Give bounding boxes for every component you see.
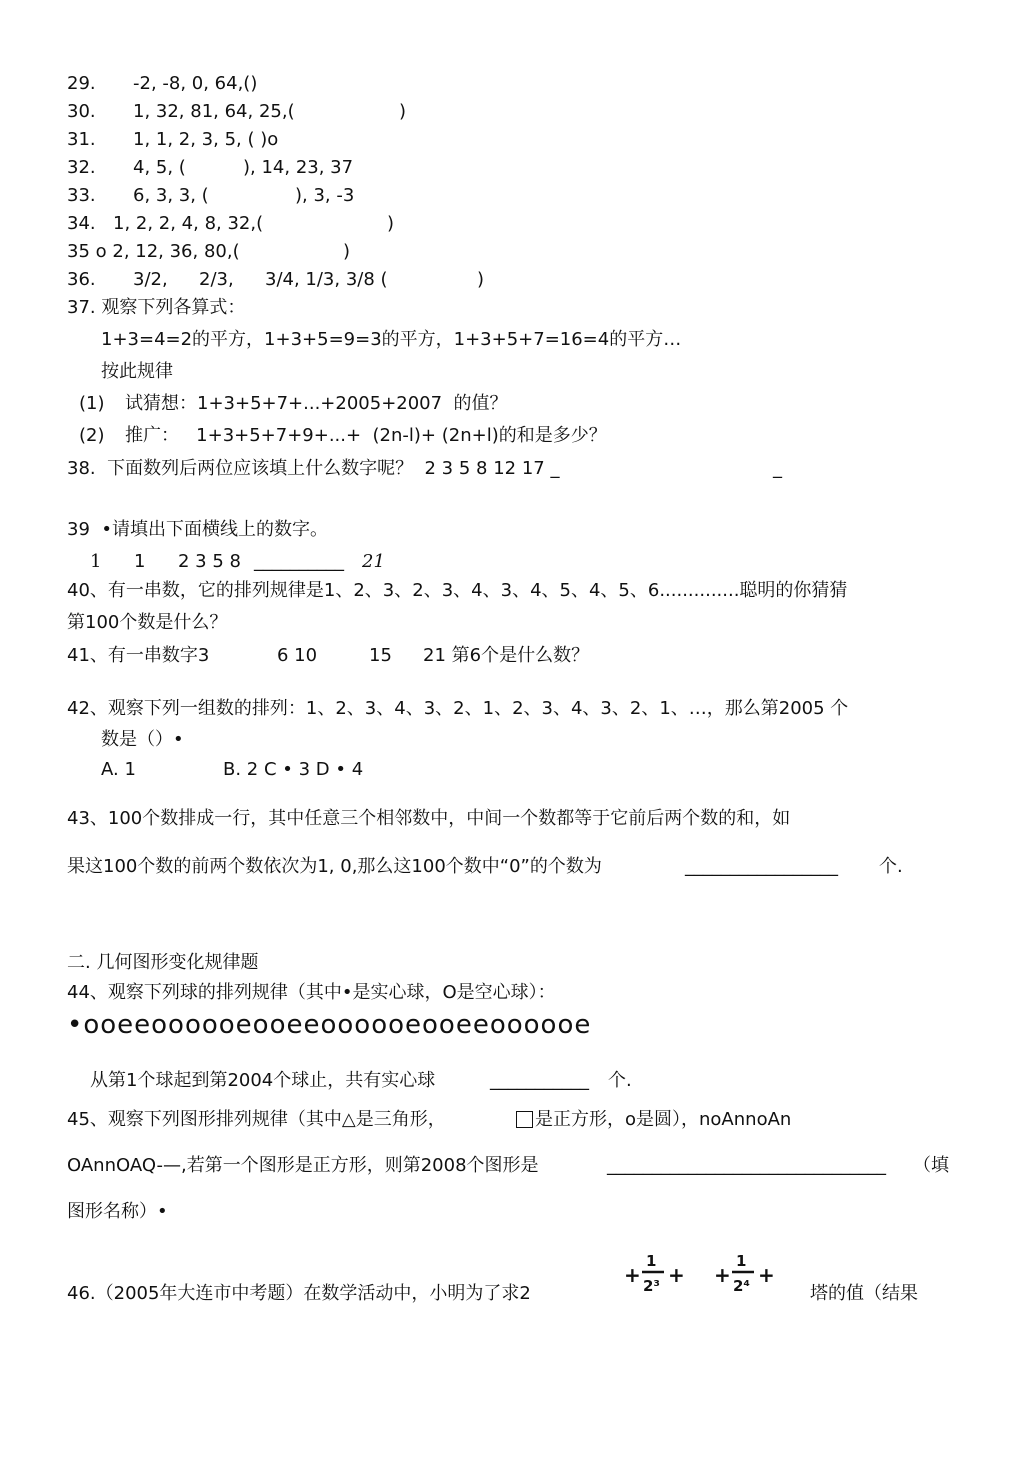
q36-c: 3/4, 1/3, 3/8 ( <box>265 269 388 290</box>
q34-text: 1, 2, 2, 4, 8, 32,( <box>113 213 264 234</box>
q31 <box>67 128 279 152</box>
q37-title: 37. 观察下列各算式： <box>67 297 246 318</box>
q36-num: 36. <box>67 269 96 290</box>
q46-text-a: 46.（2005年大连市中考题）在数学活动中，小明为了求2 <box>67 1283 531 1304</box>
section-2-title: 二. 几何图形变化规律题 <box>67 952 259 973</box>
q32-num: 32. <box>67 157 96 178</box>
fraction-one-over-two-fourth <box>712 1248 776 1300</box>
q37-part1 <box>79 392 539 416</box>
q34 <box>67 212 407 236</box>
q34-num: 34. <box>67 213 96 234</box>
q45-blank: _______________________________ <box>607 1155 886 1176</box>
q37-line2: 按此规律 <box>101 361 173 382</box>
fraction-2-denominator: 2⁴ <box>733 1277 751 1295</box>
q37-line1: 1+3=4=2的平方，1+3+5=9=3的平方，1+3+5+7=16=4的平方… <box>101 329 682 350</box>
q35-end: ) <box>343 241 351 262</box>
q36-end: ) <box>477 269 485 290</box>
q35-text: 35 o 2, 12, 36, 80,( <box>67 241 240 262</box>
q31-text: 1, 1, 2, 3, 5, ( )o <box>133 129 279 150</box>
q32-b: ), 14, 23, 37 <box>243 157 354 178</box>
q36-b: 2/3, <box>199 269 234 290</box>
q44-line1: 44、观察下列球的排列规律（其中•是实心球，O是空心球）： <box>67 982 556 1003</box>
q38-end: _ <box>773 458 782 479</box>
q37-part2 <box>79 424 619 448</box>
q32-a: 4, 5, ( <box>133 157 186 178</box>
q44-blank: ___________ <box>490 1070 589 1091</box>
q31-num: 31. <box>67 129 96 150</box>
fraction-1-numerator: 1 <box>646 1252 657 1270</box>
q43-end: 个. <box>879 856 903 877</box>
q32 <box>67 156 387 180</box>
q40-line1: 40、有一串数，它的排列规律是1、2、3、2、3、4、3、4、5、4、5、6..............聪明的你猜猜 <box>67 580 848 601</box>
q36 <box>67 268 497 292</box>
q38-text: 38. 下面数列后两位应该填上什么数字呢？ 2 3 5 8 12 17 _ <box>67 458 560 479</box>
q39-blank: __________ <box>254 551 344 572</box>
q41-d: 21 第6个是什么数？ <box>423 645 590 666</box>
q44-text: 从第1个球起到第2004个球止，共有实心球 <box>90 1070 436 1091</box>
q33 <box>67 184 387 208</box>
q40-line2: 第100个数是什么？ <box>67 612 228 633</box>
q37-part2-text: 推广： 1+3+5+7+9+...+ (2n-l)+ (2n+l)的和是多少？ <box>125 425 607 446</box>
fraction-2-left-plus: + <box>714 1263 731 1287</box>
fraction-one-over-two-cubed <box>622 1248 686 1300</box>
square-shape-icon <box>516 1111 533 1128</box>
q42-options <box>101 758 401 782</box>
q42-option-b: B. 2 C • 3 D • 4 <box>223 759 364 780</box>
q29-text: -2, -8, 0, 64,() <box>133 73 258 94</box>
q37-part1-num: (1) <box>79 393 105 414</box>
q41 <box>67 644 627 668</box>
q41-b: 6 10 <box>277 645 318 666</box>
q39-b: 1 <box>134 551 146 572</box>
q30 <box>67 100 427 124</box>
q42-line2: 数是（）• <box>101 729 184 750</box>
q46-text-b: 塔的值（结果 <box>810 1283 918 1304</box>
q45-text-a: 45、观察下列图形排列规律（其中△是三角形， <box>67 1109 446 1130</box>
q30-end: ) <box>399 101 407 122</box>
q43-text: 果这100个数的前两个数依次为1, 0,那么这100个数中“0”的个数为 <box>67 856 602 877</box>
q33-num: 33. <box>67 185 96 206</box>
q39-a: 1 <box>90 551 102 572</box>
q30-num: 30. <box>67 101 96 122</box>
q45-text-d: （填 <box>913 1155 949 1176</box>
q45-text-b: 是正方形，o是圆），noAnnoAn <box>535 1109 792 1130</box>
q41-a: 41、有一串数字3 <box>67 645 210 666</box>
q39-c: 2 3 5 8 <box>178 551 241 572</box>
q35 <box>67 240 367 264</box>
fraction-1-right-plus: + <box>668 1263 685 1287</box>
q36-a: 3/2, <box>133 269 168 290</box>
fraction-1-denominator: 2³ <box>643 1277 661 1295</box>
q33-a: 6, 3, 3, ( <box>133 185 209 206</box>
q42-line1: 42、观察下列一组数的排列：1、2、3、4、3、2、1、2、3、4、3、2、1、…，那么第2005 个 <box>67 698 849 719</box>
q45-line2 <box>67 1154 967 1178</box>
q29 <box>67 72 258 96</box>
fraction-1-left-plus: + <box>624 1263 641 1287</box>
q45-line3: 图形名称）• <box>67 1201 168 1222</box>
q29-num: 29. <box>67 73 96 94</box>
q41-c: 15 <box>369 645 392 666</box>
q38 <box>67 457 807 481</box>
q44-line2 <box>90 1069 650 1093</box>
q37-part2-num: (2) <box>79 425 105 446</box>
q45-line1 <box>67 1108 847 1132</box>
q39-seq <box>90 550 410 574</box>
q30-text: 1, 32, 81, 64, 25,( <box>133 101 295 122</box>
q43-blank: _________________ <box>685 856 838 877</box>
fraction-2-numerator: 1 <box>736 1252 747 1270</box>
q45-text-c: OAnnOAQ-—,若第一个图形是正方形，则第2008个图形是 <box>67 1155 539 1176</box>
q39-title: 39 •请填出下面横线上的数字。 <box>67 519 328 540</box>
q43-line2 <box>67 855 917 879</box>
q42-option-a: A. 1 <box>101 759 136 780</box>
fraction-2-right-plus: + <box>758 1263 775 1287</box>
q44-end: 个. <box>608 1070 632 1091</box>
q37-part1-text: 试猜想：1+3+5+7+...+2005+2007 的值？ <box>125 393 508 414</box>
q39-d: 21 <box>362 551 385 572</box>
q43-line1: 43、100个数排成一行，其中任意三个相邻数中，中间一个数都等于它前后两个数的和，如 <box>67 808 791 829</box>
q33-b: ), 3, -3 <box>295 185 355 206</box>
q34-end: ) <box>387 213 395 234</box>
q44-balls: •ooeeoooooeooeeoooooeooeeoooooe <box>67 1010 592 1040</box>
